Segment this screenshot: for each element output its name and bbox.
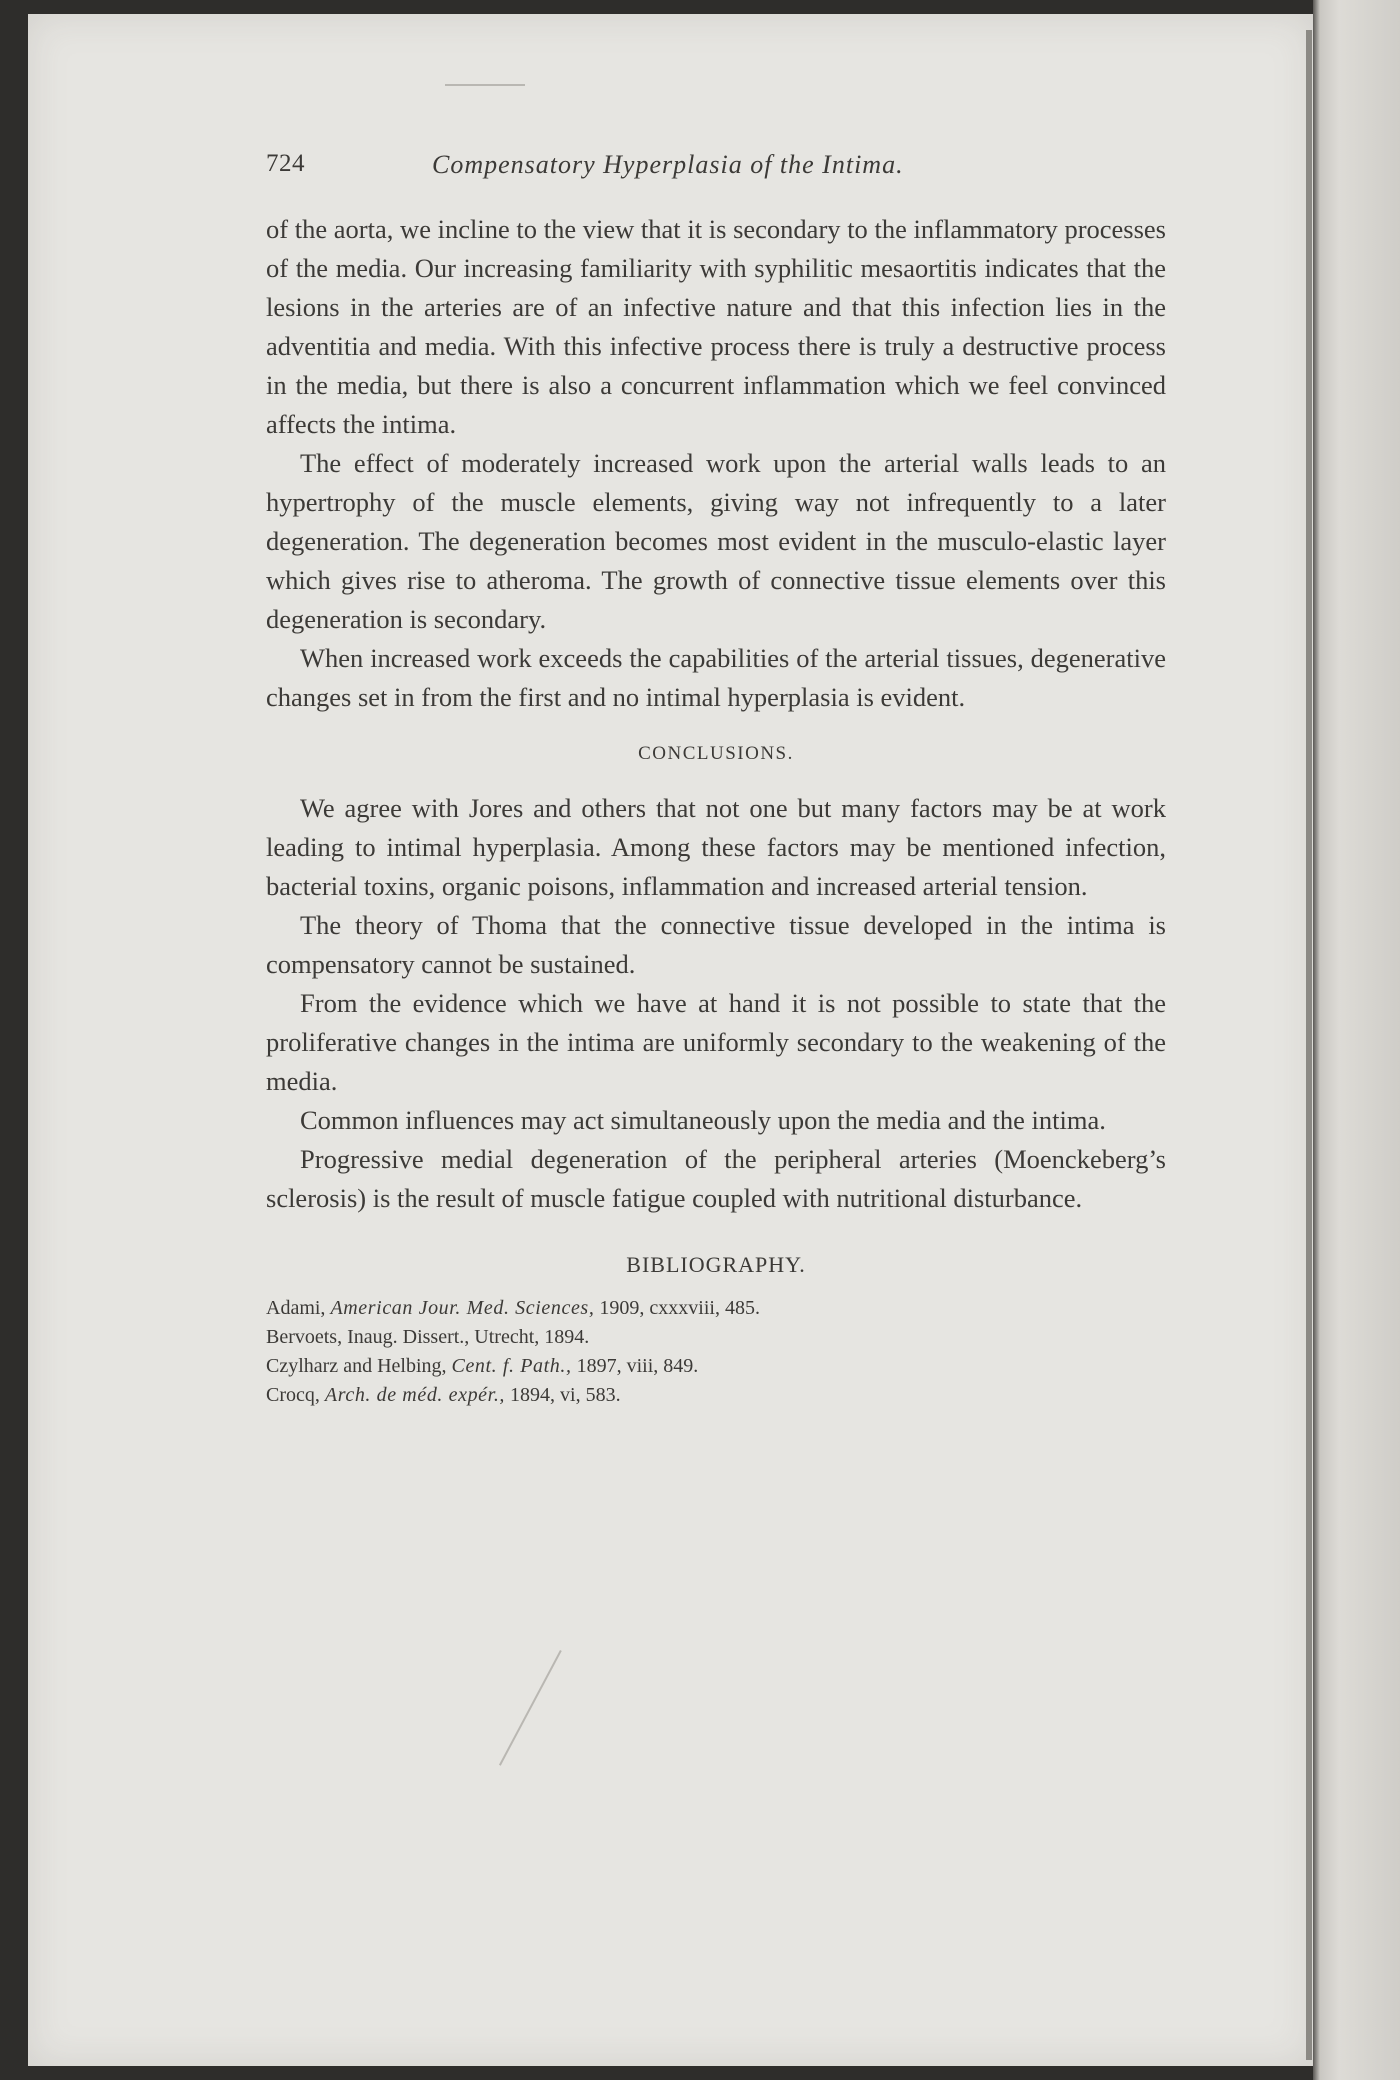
bib-author: Adami, [266,1297,326,1319]
conclusion-paragraph: The theory of Thoma that the connective tissue developed in the intima is compensatory cannot be sustained. [266,910,1166,979]
bib-citation: 1894, vi, 583. [510,1384,621,1406]
page-edge [1306,30,1312,2060]
scan-mark [445,84,525,86]
bib-citation: 1909, cxxxviii, 485. [599,1297,760,1319]
bibliography-heading: BIBLIOGRAPHY. [626,1252,806,1277]
bib-author: Bervoets, Inaug. Dissert., Utrecht, 1894. [266,1326,590,1348]
bib-author: Crocq, [266,1384,320,1406]
conclusion-paragraph: From the evidence which we have at hand it is not possible to state that the proliferative changes in the intima are uniformly secondary to the weakening of the media. [266,988,1166,1096]
page-number: 724 [266,150,305,177]
conclusions-heading: CONCLUSIONS. [638,743,794,764]
page-body [266,210,1166,1410]
conclusion-paragraph: Common influences may act simultaneously upon the media and the intima. [300,1105,1106,1135]
conclusion-paragraph: We agree with Jores and others that not one but many factors may be at work leading to intimal hyperplasia. Among these factors may be mentioned infection, bacterial toxins, organic poisons, inflammation and increased arterial tension. [266,793,1166,901]
bib-journal: Cent. f. Path., [451,1355,572,1377]
bibliography-entry [266,1352,1166,1381]
bib-citation: 1897, viii, 849. [576,1355,699,1377]
body-paragraph: When increased work exceeds the capabilities of the arterial tissues, degenerative changes set in from the first and no intimal hyperplasia is evident. [266,643,1166,712]
bib-author: Czylharz and Helbing, [266,1355,447,1377]
bibliography-entry [266,1381,1166,1410]
conclusion-paragraph: Progressive medial degeneration of the peripheral arteries (Moenckeberg’s sclerosis) is the result of muscle fatigue coupled with nutritional disturbance. [266,1144,1166,1213]
body-paragraph: of the aorta, we incline to the view that it is secondary to the inflammatory processes of the media. Our increasing familiarity with syphilitic mesaortitis indicates that the lesions in the arteries are of an infective nature and that this infection lies in the adventitia and media. With this infective process there is truly a destructive process in the media, but there is also a concurrent inflammation which we feel convinced affects the intima. [266,214,1166,439]
body-paragraph: The effect of moderately increased work upon the arterial walls leads to an hypertrophy of the muscle elements, giving way not infrequently to a later degeneration. The degeneration becomes most evident in the musculo-elastic layer which gives rise to atheroma. The growth of connective tissue elements over this degeneration is secondary. [266,448,1166,634]
bibliography-entry [266,1294,1166,1323]
book-spine [1313,0,1400,2080]
running-header [266,150,1166,190]
bib-journal: American Jour. Med. Sciences, [330,1297,595,1319]
bib-journal: Arch. de méd. expér., [324,1384,506,1406]
running-title: Compensatory Hyperplasia of the Intima. [432,150,904,179]
bibliography-entry [266,1323,1166,1352]
